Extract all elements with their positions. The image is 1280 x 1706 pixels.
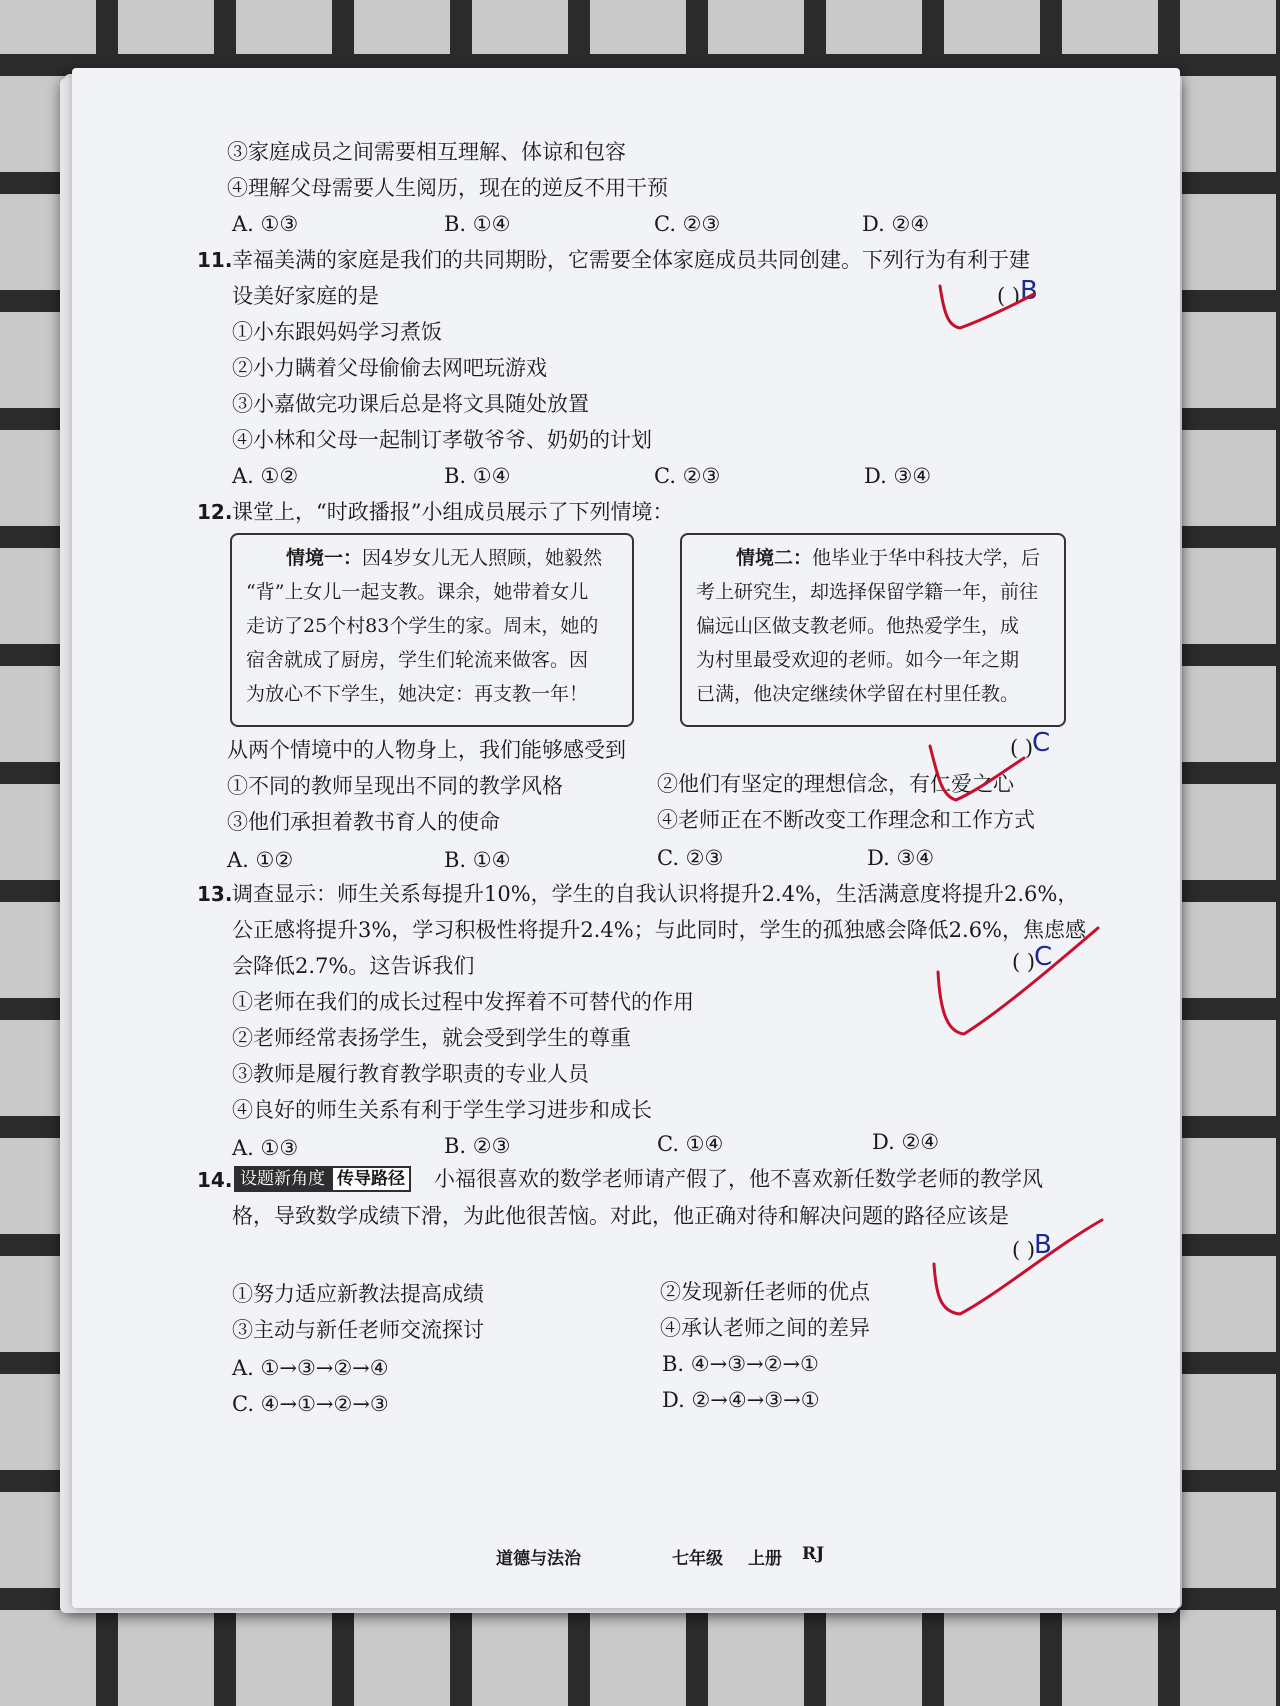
q10-option-4: ④理解父母需要人生阅历，现在的逆反不用干预 — [227, 176, 668, 200]
q10-choice-b: B. ①④ — [444, 212, 511, 236]
q12-stem: 课堂上，“时政播报”小组成员展示了下列情境： — [232, 500, 674, 524]
q12-choice-a: A. ①② — [227, 848, 294, 872]
q14-option-4: ④承认老师之间的差异 — [660, 1316, 870, 1340]
q13-option-1: ①老师在我们的成长过程中发挥着不可替代的作用 — [232, 990, 694, 1014]
q13-choice-a: A. ①③ — [232, 1136, 299, 1160]
q13-number: 13. — [197, 882, 233, 906]
scenario-1-line-2: “背”上女儿一起支教。课余，她带着女儿 — [246, 581, 589, 603]
q10-choice-c: C. ②③ — [654, 212, 721, 236]
q13-choice-c: C. ①④ — [657, 1132, 724, 1156]
q12-handwritten-answer: C — [1032, 728, 1051, 758]
q11-option-3: ③小嘉做完功课后总是将文具随处放置 — [232, 392, 589, 416]
footer-edition: RJ — [802, 1544, 825, 1564]
q10-option-3: ③家庭成员之间需要相互理解、体谅和包容 — [227, 140, 626, 164]
q13-option-4: ④良好的师生关系有利于学生学习进步和成长 — [232, 1098, 652, 1122]
q14-choice-b: B. ④→③→②→① — [662, 1352, 819, 1376]
q14-option-1: ①努力适应新教法提高成绩 — [232, 1282, 484, 1306]
scenario-2-line-1: 他毕业于华中科技大学，后 — [812, 547, 1041, 569]
scenario-2-title: 情境二： — [736, 547, 813, 569]
q13-check-icon — [938, 928, 1098, 1034]
footer-grade: 七年级 — [672, 1549, 723, 1569]
q12-choice-b: B. ①④ — [444, 848, 511, 872]
q14-choice-d: D. ②→④→③→① — [662, 1388, 820, 1412]
q12-number: 12. — [197, 500, 233, 524]
q13-choice-d: D. ②④ — [872, 1130, 940, 1154]
q14-choice-a: A. ①→③→②→④ — [232, 1356, 389, 1380]
q10-choice-d: D. ②④ — [862, 212, 930, 236]
q11-option-4: ④小林和父母一起制订孝敬爷爷、奶奶的计划 — [232, 428, 652, 452]
q11-choice-c: C. ②③ — [654, 464, 721, 488]
q11-answer-paren: ( ) — [997, 284, 1021, 308]
scenario-2-line-4: 为村里最受欢迎的老师。如今一年之期 — [696, 649, 1020, 671]
scenario-1-line-1: 因4岁女儿无人照顾，她毅然 — [362, 547, 603, 569]
q13-stem-line-3: 会降低2.7%。这告诉我们 — [232, 954, 475, 978]
q12-option-1: ①不同的教师呈现出不同的教学风格 — [227, 774, 563, 798]
q13-option-3: ③教师是履行教育教学职责的专业人员 — [232, 1062, 589, 1086]
footer-volume: 上册 — [748, 1549, 782, 1569]
q12-check-icon — [930, 746, 1024, 800]
q14-stem-line-2: 格，导致数学成绩下滑，为此他很苦恼。对此，他正确对待和解决问题的路径应该是 — [232, 1204, 1009, 1228]
q11-number: 11. — [197, 248, 233, 272]
q11-option-1: ①小东跟妈妈学习煮饭 — [232, 320, 442, 344]
scenario-1-line-3: 走访了25个村83个学生的家。周末，她的 — [246, 615, 599, 637]
q14-stem-line-1: 小福很喜欢的数学老师请产假了，他不喜欢新任数学老师的教学风 — [434, 1167, 1043, 1191]
scenario-1-line-4: 宿舍就成了厨房，学生们轮流来做客。因 — [246, 649, 589, 671]
scenario-2-line-2: 考上研究生，却选择保留学籍一年，前往 — [696, 581, 1039, 603]
q14-option-3: ③主动与新任老师交流探讨 — [232, 1318, 484, 1342]
q14-answer-paren: ( ) — [1012, 1238, 1036, 1262]
scenario-2-line-3: 偏远山区做支教老师。他热爱学生，成 — [696, 615, 1020, 637]
exam-page — [72, 68, 1180, 1608]
q11-stem-line-2: 设美好家庭的是 — [232, 284, 379, 308]
q12-option-3: ③他们承担着教书育人的使命 — [227, 810, 500, 834]
q11-choice-a: A. ①② — [232, 464, 299, 488]
q13-stem-line-1: 调查显示：师生关系每提升10%，学生的自我认识将提升2.4%，生活满意度将提升2.6%， — [232, 882, 1079, 906]
q14-option-2: ②发现新任老师的优点 — [660, 1280, 870, 1304]
q13-answer-paren: ( ) — [1012, 950, 1036, 974]
footer-subject: 道德与法治 — [496, 1549, 581, 1569]
check-marks-layer — [72, 68, 1180, 1608]
q14-handwritten-answer: B — [1034, 1230, 1052, 1260]
q10-choice-a: A. ①③ — [232, 212, 299, 236]
q13-handwritten-answer: C — [1034, 942, 1053, 972]
q12-option-4: ④老师正在不断改变工作理念和工作方式 — [657, 808, 1035, 832]
tag-new-angle: 设题新角度 — [234, 1166, 331, 1192]
tag-transmission-path: 传导路径 — [331, 1166, 411, 1192]
q11-option-2: ②小力瞒着父母偷偷去网吧玩游戏 — [232, 356, 547, 380]
q13-stem-line-2: 公正感将提升3%，学习积极性将提升2.4%；与此同时，学生的孤独感会降低2.6%，焦虑感 — [232, 918, 1087, 942]
scenario-1-title: 情境一： — [286, 547, 363, 569]
q11-check-icon — [940, 286, 1034, 328]
q12-option-2: ②他们有坚定的理想信念，有仁爱之心 — [657, 772, 1014, 796]
q12-choice-d: D. ③④ — [867, 846, 935, 870]
scenario-1-line-5: 为放心不下学生，她决定：再支教一年！ — [246, 683, 589, 705]
q11-choice-d: D. ③④ — [864, 464, 932, 488]
q12-answer-paren: ( ) — [1010, 736, 1034, 760]
q13-choice-b: B. ②③ — [444, 1134, 511, 1158]
q11-handwritten-answer: B — [1020, 276, 1038, 306]
q11-choice-b: B. ①④ — [444, 464, 511, 488]
q14-choice-c: C. ④→①→②→③ — [232, 1392, 389, 1416]
q11-stem-line-1: 幸福美满的家庭是我们的共同期盼，它需要全体家庭成员共同创建。下列行为有利于建 — [232, 248, 1030, 272]
q13-option-2: ②老师经常表扬学生，就会受到学生的尊重 — [232, 1026, 631, 1050]
q14-number: 14. — [197, 1168, 233, 1192]
q12-prompt: 从两个情境中的人物身上，我们能够感受到 — [227, 738, 626, 762]
scenario-2-line-5: 已满，他决定继续休学留在村里任教。 — [696, 683, 1020, 705]
q12-choice-c: C. ②③ — [657, 846, 724, 870]
q14-check-icon — [934, 1220, 1102, 1314]
